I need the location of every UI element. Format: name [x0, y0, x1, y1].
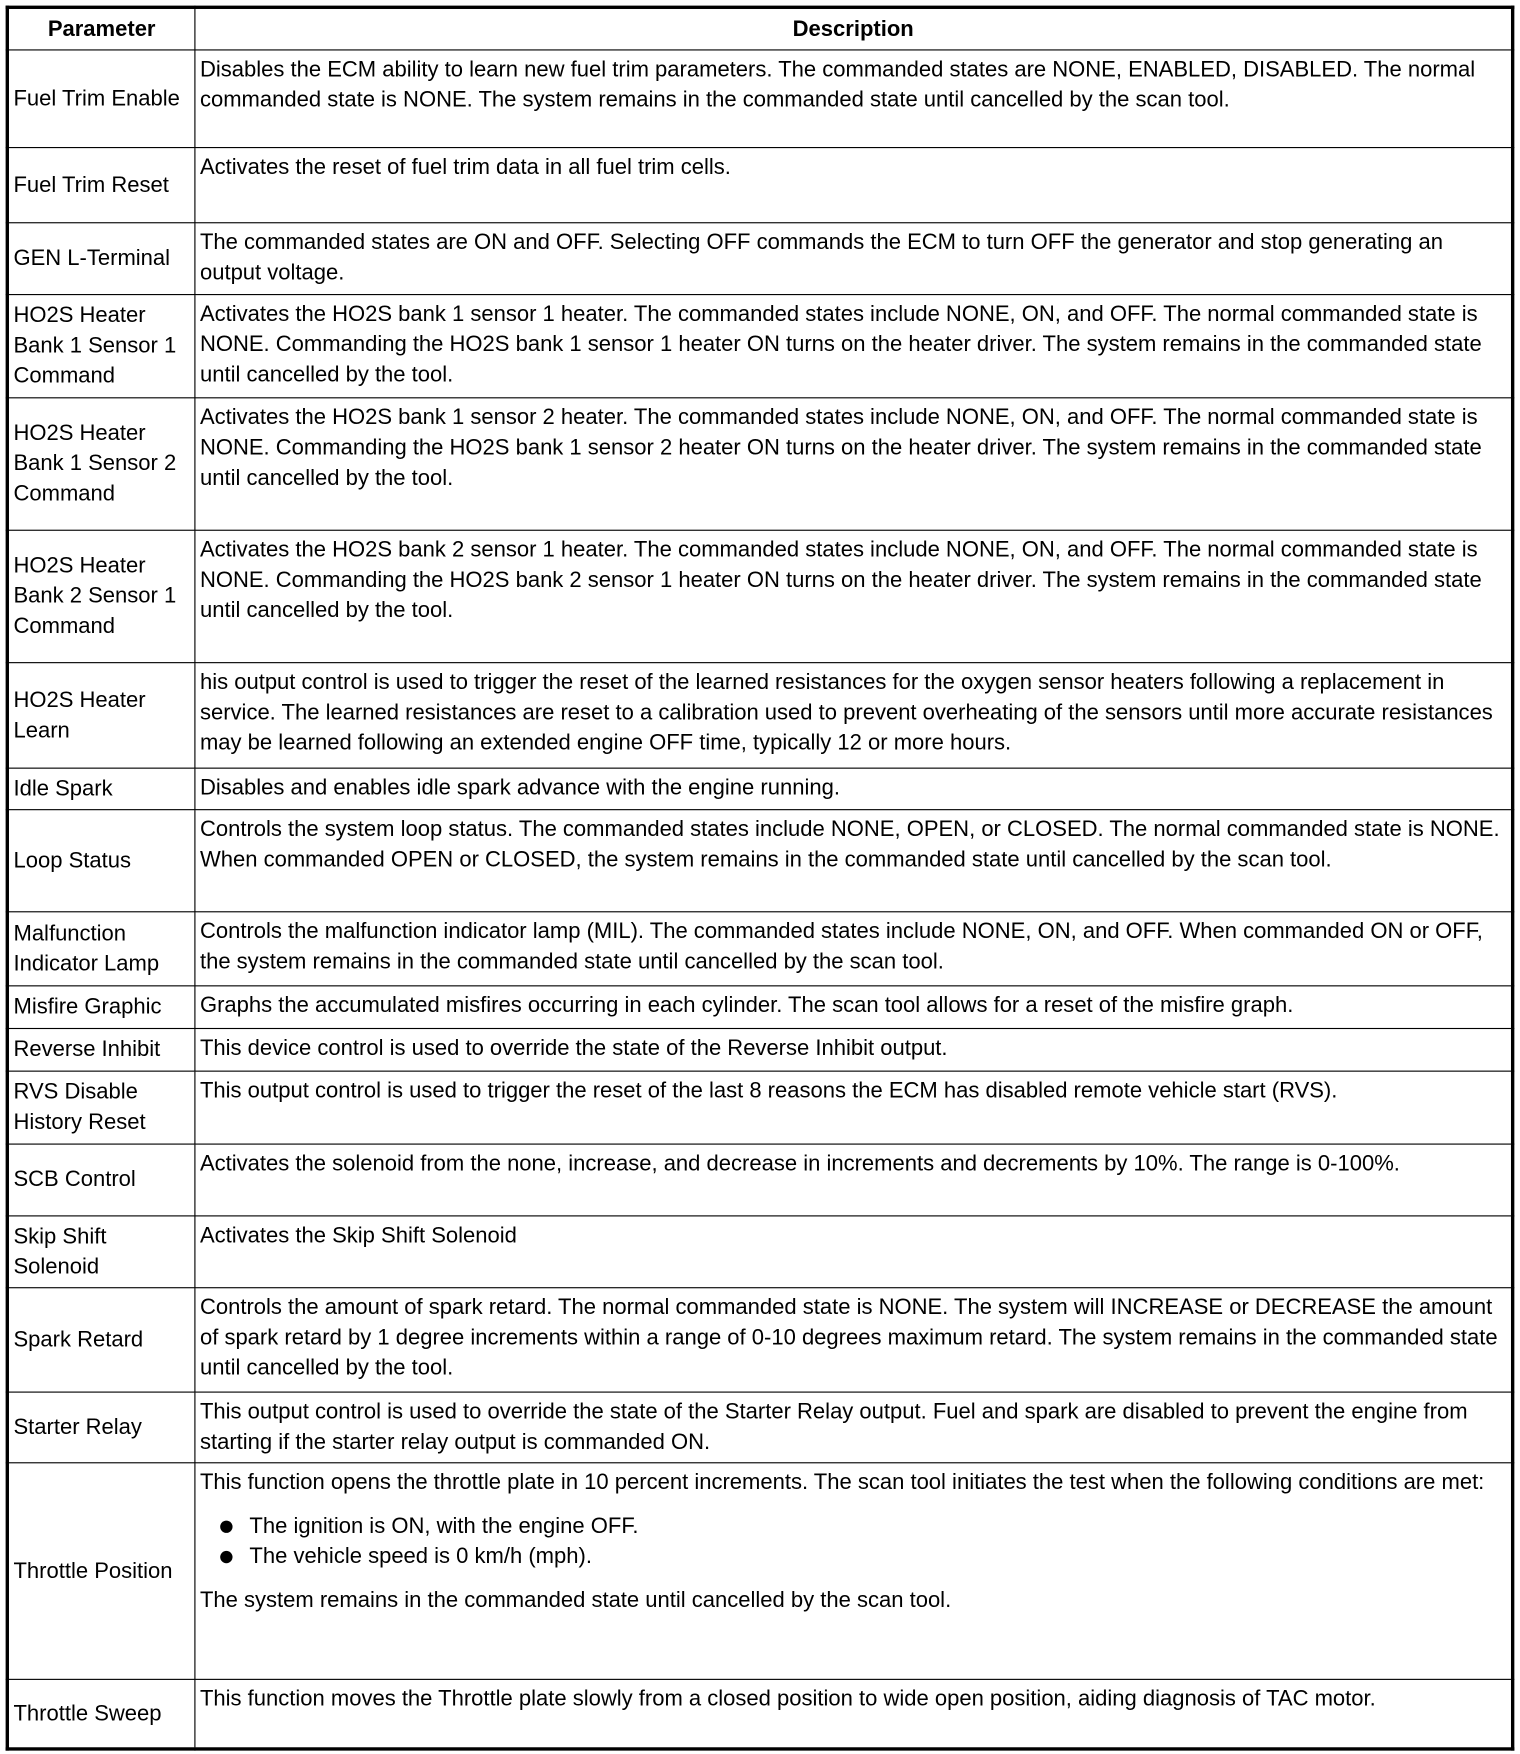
table-row — [7, 986, 1512, 1029]
parameter-cell: Starter Relay — [7, 1392, 195, 1463]
description-cell: The commanded states are ON and OFF. Selecting OFF commands the ECM to turn OFF the generator and stop generating an output voltage. — [195, 223, 1513, 295]
table-row — [7, 768, 1512, 810]
description-cell: Controls the malfunction indicator lamp (MIL). The commanded states include NONE, ON, and OFF. When commanded ON or OFF, the system remains in the commanded state until cancelled by the scan tool. — [195, 912, 1513, 986]
parameter-cell: HO2S Heater Learn — [7, 663, 195, 768]
description-cell: This output control is used to trigger the reset of the last 8 reasons the ECM has disabled remote vehicle start (RVS). — [195, 1071, 1513, 1144]
header-description: Description — [195, 7, 1513, 50]
description-cell: Activates the solenoid from the none, increase, and decrease in increments and decrements by 10%. The range is 0-100%. — [195, 1144, 1513, 1216]
description-cell: This device control is used to override the state of the Reverse Inhibit output. — [195, 1028, 1513, 1071]
parameter-cell: Malfunction Indicator Lamp — [7, 912, 195, 986]
table-row — [7, 1144, 1512, 1216]
condition-item: The ignition is ON, with the engine OFF. — [249, 1512, 1506, 1542]
description-cell: Activates the HO2S bank 2 sensor 1 heater. The commanded states include NONE, ON, and OFF. The normal commanded state is NONE. Commanding the HO2S bank 2 sensor 1 heater ON turns on the heater driver. The system remains in the commanded state until cancelled by the tool. — [195, 530, 1513, 662]
parameter-cell: Skip Shift Solenoid — [7, 1216, 195, 1288]
description-cell: Activates the HO2S bank 1 sensor 2 heater. The commanded states include NONE, ON, and OFF. The normal commanded state is NONE. Commanding the HO2S bank 1 sensor 2 heater ON turns on the heater driver. The system remains in the commanded state until cancelled by the tool. — [195, 398, 1513, 530]
header-parameter: Parameter — [7, 7, 195, 50]
table-row — [7, 530, 1512, 662]
description-cell: his output control is used to trigger the reset of the learned resistances for the oxygen sensor heaters following a replacement in service. The learned resistances are reset to a calibration used to prevent overheating of the sensors until more accurate resistances may be learned following an extended engine OFF time, typically 12 or more hours. — [195, 663, 1513, 768]
description-outro: The system remains in the commanded state until cancelled by the scan tool. — [199, 1587, 952, 1613]
parameter-cell: Loop Status — [7, 810, 195, 912]
description-cell: This output control is used to override the state of the Starter Relay output. Fuel and spark are disabled to prevent the engine from starting if the starter relay output is commanded ON. — [195, 1392, 1513, 1463]
description-cell: This function moves the Throttle plate slowly from a closed position to wide open position, aiding diagnosis of TAC motor. — [195, 1679, 1513, 1749]
description-cell: Disables and enables idle spark advance with the engine running. — [195, 768, 1513, 810]
description-cell — [195, 1463, 1513, 1680]
table-row — [7, 1216, 1512, 1288]
table-row — [7, 398, 1512, 530]
parameter-cell: Throttle Position — [7, 1463, 195, 1680]
description-cell: Activates the HO2S bank 1 sensor 1 heater. The commanded states include NONE, ON, and OFF. The normal commanded state is NONE. Commanding the HO2S bank 1 sensor 1 heater ON turns on the heater driver. The system remains in the commanded state until cancelled by the tool. — [195, 295, 1513, 398]
table-row — [7, 223, 1512, 295]
table-row — [7, 1288, 1512, 1392]
parameter-cell: Fuel Trim Reset — [7, 148, 195, 223]
conditions-list — [200, 1512, 1507, 1573]
description-cell: Activates the reset of fuel trim data in all fuel trim cells. — [195, 148, 1513, 223]
table-row — [7, 295, 1512, 398]
parameter-cell: HO2S Heater Bank 1 Sensor 2 Command — [7, 398, 195, 530]
parameter-cell: Spark Retard — [7, 1288, 195, 1392]
parameter-cell: HO2S Heater Bank 1 Sensor 1 Command — [7, 295, 195, 398]
table-row — [7, 148, 1512, 223]
parameter-cell: Reverse Inhibit — [7, 1028, 195, 1071]
table-row — [7, 1392, 1512, 1463]
parameter-cell: Fuel Trim Enable — [7, 50, 195, 148]
description-cell: Activates the Skip Shift Solenoid — [195, 1216, 1513, 1288]
table-row — [7, 1679, 1512, 1749]
parameter-table — [6, 6, 1515, 1751]
table-row — [7, 1463, 1512, 1680]
description-cell: Graphs the accumulated misfires occurring in each cylinder. The scan tool allows for a reset of the misfire graph. — [195, 986, 1513, 1029]
parameter-cell: GEN L-Terminal — [7, 223, 195, 295]
parameter-cell: RVS Disable History Reset — [7, 1071, 195, 1144]
table-header-row — [7, 7, 1512, 50]
table-row — [7, 1028, 1512, 1071]
description-cell: Controls the system loop status. The commanded states include NONE, OPEN, or CLOSED. The normal commanded state is NONE. When commanded OPEN or CLOSED, the system remains in the commanded state until cancelled by the scan tool. — [195, 810, 1513, 912]
condition-item: The vehicle speed is 0 km/h (mph). — [249, 1542, 1506, 1572]
table-row — [7, 912, 1512, 986]
parameter-cell: HO2S Heater Bank 2 Sensor 1 Command — [7, 530, 195, 662]
table-row — [7, 663, 1512, 768]
parameter-cell: Idle Spark — [7, 768, 195, 810]
description-cell: Controls the amount of spark retard. The normal commanded state is NONE. The system will INCREASE or DECREASE the amount of spark retard by 1 degree increments within a range of 0-10 degrees maximum retard. The system remains in the commanded state until cancelled by the tool. — [195, 1288, 1513, 1392]
description-cell: Disables the ECM ability to learn new fuel trim parameters. The commanded states are NONE, ENABLED, DISABLED. The normal commanded state is NONE. The system remains in the commanded state until cancelled by the scan tool. — [195, 50, 1513, 148]
table-row — [7, 1071, 1512, 1144]
description-intro: This function opens the throttle plate in 10 percent increments. The scan tool initiates the test when the following conditions are met: — [199, 1470, 1485, 1495]
parameter-cell: SCB Control — [7, 1144, 195, 1216]
parameter-cell: Throttle Sweep — [7, 1679, 195, 1749]
parameter-cell: Misfire Graphic — [7, 986, 195, 1029]
table-row — [7, 50, 1512, 148]
table-row — [7, 810, 1512, 912]
